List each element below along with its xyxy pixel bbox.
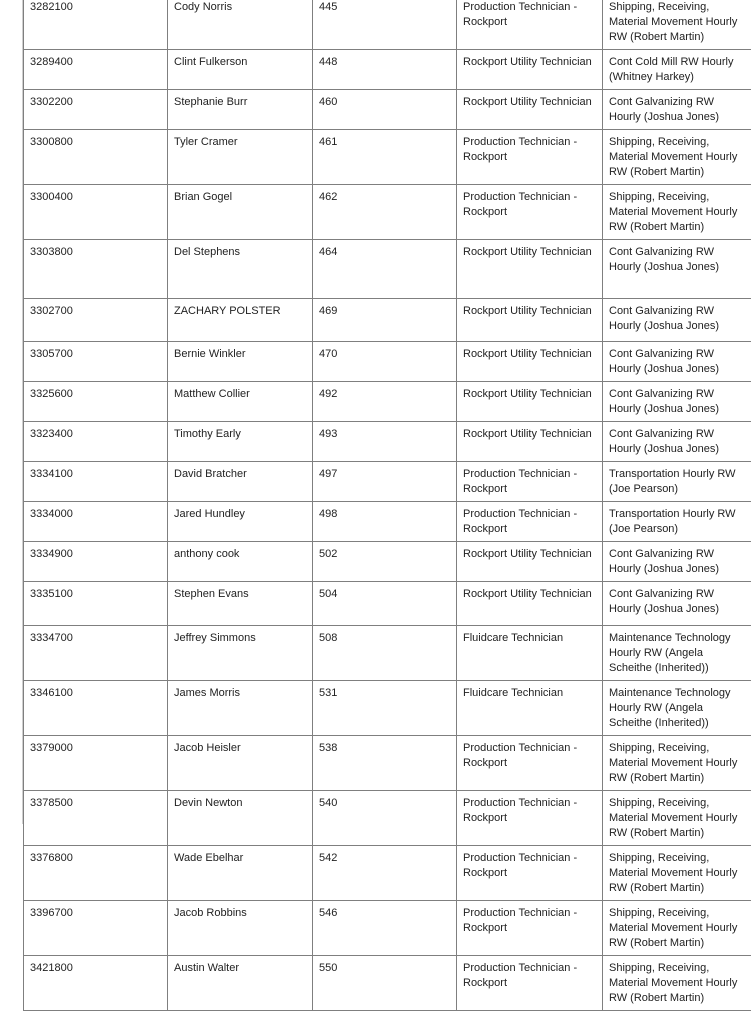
department-cell: Shipping, Receiving, Material Movement Hourly RW (Robert Martin) — [603, 185, 751, 240]
employee-name-cell: Stephanie Burr — [168, 90, 313, 130]
employee-name-cell: Stephen Evans — [168, 582, 313, 626]
table-row — [24, 50, 751, 90]
employee-name-cell: Jacob Heisler — [168, 736, 313, 791]
department-cell: Maintenance Technology Hourly RW (Angela Scheithe (Inherited)) — [603, 626, 751, 681]
department-cell: Shipping, Receiving, Material Movement Hourly RW (Robert Martin) — [603, 736, 751, 791]
table-row — [24, 502, 751, 542]
number-cell: 492 — [313, 382, 457, 422]
number-cell: 538 — [313, 736, 457, 791]
employee-table-body — [24, 0, 751, 1011]
position-cell: Production Technician - Rockport — [457, 846, 603, 901]
table-row — [24, 240, 751, 299]
position-cell: Rockport Utility Technician — [457, 240, 603, 299]
employee-name-cell: ZACHARY POLSTER — [168, 299, 313, 342]
employee-name-cell: anthony cook — [168, 542, 313, 582]
number-cell: 470 — [313, 342, 457, 382]
number-cell: 504 — [313, 582, 457, 626]
department-cell: Cont Galvanizing RW Hourly (Joshua Jones) — [603, 542, 751, 582]
employee-id-cell: 3335100 — [24, 582, 168, 626]
number-cell: 531 — [313, 681, 457, 736]
number-cell: 462 — [313, 185, 457, 240]
employee-id-cell: 3346100 — [24, 681, 168, 736]
table-row — [24, 462, 751, 502]
position-cell: Rockport Utility Technician — [457, 542, 603, 582]
number-cell: 460 — [313, 90, 457, 130]
employee-name-cell: Jared Hundley — [168, 502, 313, 542]
number-cell: 498 — [313, 502, 457, 542]
department-cell: Shipping, Receiving, Material Movement Hourly RW (Robert Martin) — [603, 846, 751, 901]
number-cell: 497 — [313, 462, 457, 502]
position-cell: Production Technician - Rockport — [457, 0, 603, 50]
employee-id-cell: 3334100 — [24, 462, 168, 502]
table-row — [24, 956, 751, 1011]
employee-id-cell: 3302700 — [24, 299, 168, 342]
position-cell: Rockport Utility Technician — [457, 382, 603, 422]
employee-name-cell: Wade Ebelhar — [168, 846, 313, 901]
table-row — [24, 626, 751, 681]
employee-name-cell: Tyler Cramer — [168, 130, 313, 185]
employee-name-cell: Jeffrey Simmons — [168, 626, 313, 681]
position-cell: Production Technician - Rockport — [457, 901, 603, 956]
department-cell: Transportation Hourly RW (Joe Pearson) — [603, 462, 751, 502]
department-cell: Cont Galvanizing RW Hourly (Joshua Jones) — [603, 240, 751, 299]
department-cell: Cont Galvanizing RW Hourly (Joshua Jones) — [603, 299, 751, 342]
position-cell: Production Technician - Rockport — [457, 791, 603, 846]
department-cell: Cont Galvanizing RW Hourly (Joshua Jones) — [603, 342, 751, 382]
department-cell: Shipping, Receiving, Material Movement Hourly RW (Robert Martin) — [603, 0, 751, 50]
employee-name-cell: Devin Newton — [168, 791, 313, 846]
department-cell: Maintenance Technology Hourly RW (Angela Scheithe (Inherited)) — [603, 681, 751, 736]
employee-id-cell: 3323400 — [24, 422, 168, 462]
number-cell: 502 — [313, 542, 457, 582]
department-cell: Shipping, Receiving, Material Movement Hourly RW (Robert Martin) — [603, 791, 751, 846]
table-row — [24, 342, 751, 382]
employee-table — [23, 0, 751, 1011]
number-cell: 461 — [313, 130, 457, 185]
employee-id-cell: 3305700 — [24, 342, 168, 382]
department-cell: Shipping, Receiving, Material Movement Hourly RW (Robert Martin) — [603, 901, 751, 956]
position-cell: Production Technician - Rockport — [457, 130, 603, 185]
employee-id-cell: 3282100 — [24, 0, 168, 50]
position-cell: Rockport Utility Technician — [457, 422, 603, 462]
position-cell: Rockport Utility Technician — [457, 342, 603, 382]
employee-id-cell: 3300800 — [24, 130, 168, 185]
employee-id-cell: 3302200 — [24, 90, 168, 130]
employee-id-cell: 3334700 — [24, 626, 168, 681]
department-cell: Cont Galvanizing RW Hourly (Joshua Jones) — [603, 422, 751, 462]
position-cell: Production Technician - Rockport — [457, 462, 603, 502]
department-cell: Shipping, Receiving, Material Movement Hourly RW (Robert Martin) — [603, 130, 751, 185]
department-cell: Shipping, Receiving, Material Movement Hourly RW (Robert Martin) — [603, 956, 751, 1011]
position-cell: Production Technician - Rockport — [457, 956, 603, 1011]
employee-id-cell: 3325600 — [24, 382, 168, 422]
number-cell: 542 — [313, 846, 457, 901]
table-row — [24, 582, 751, 626]
department-cell: Cont Galvanizing RW Hourly (Joshua Jones) — [603, 582, 751, 626]
position-cell: Production Technician - Rockport — [457, 736, 603, 791]
employee-name-cell: Brian Gogel — [168, 185, 313, 240]
table-row — [24, 542, 751, 582]
position-cell: Rockport Utility Technician — [457, 90, 603, 130]
employee-id-cell: 3378500 — [24, 791, 168, 846]
number-cell: 464 — [313, 240, 457, 299]
employee-name-cell: Matthew Collier — [168, 382, 313, 422]
number-cell: 445 — [313, 0, 457, 50]
employee-name-cell: Timothy Early — [168, 422, 313, 462]
employee-name-cell: David Bratcher — [168, 462, 313, 502]
table-row — [24, 846, 751, 901]
table-row — [24, 791, 751, 846]
department-cell: Cont Galvanizing RW Hourly (Joshua Jones) — [603, 90, 751, 130]
employee-id-cell: 3300400 — [24, 185, 168, 240]
table-row — [24, 0, 751, 50]
employee-name-cell: Jacob Robbins — [168, 901, 313, 956]
number-cell: 540 — [313, 791, 457, 846]
table-row — [24, 736, 751, 791]
position-cell: Rockport Utility Technician — [457, 582, 603, 626]
table-row — [24, 185, 751, 240]
number-cell: 508 — [313, 626, 457, 681]
employee-id-cell: 3376800 — [24, 846, 168, 901]
position-cell: Fluidcare Technician — [457, 681, 603, 736]
number-cell: 448 — [313, 50, 457, 90]
employee-id-cell: 3396700 — [24, 901, 168, 956]
number-cell: 546 — [313, 901, 457, 956]
table-row — [24, 681, 751, 736]
employee-id-cell: 3334900 — [24, 542, 168, 582]
employee-name-cell: Cody Norris — [168, 0, 313, 50]
department-cell: Cont Cold Mill RW Hourly (Whitney Harkey) — [603, 50, 751, 90]
employee-id-cell: 3421800 — [24, 956, 168, 1011]
position-cell: Fluidcare Technician — [457, 626, 603, 681]
employee-id-cell: 3289400 — [24, 50, 168, 90]
table-row — [24, 901, 751, 956]
number-cell: 469 — [313, 299, 457, 342]
position-cell: Production Technician - Rockport — [457, 185, 603, 240]
employee-id-cell: 3334000 — [24, 502, 168, 542]
table-row — [24, 90, 751, 130]
employee-name-cell: Bernie Winkler — [168, 342, 313, 382]
table-row — [24, 299, 751, 342]
number-cell: 550 — [313, 956, 457, 1011]
table-row — [24, 382, 751, 422]
employee-id-cell: 3379000 — [24, 736, 168, 791]
employee-name-cell: Austin Walter — [168, 956, 313, 1011]
table-row — [24, 130, 751, 185]
employee-id-cell: 3303800 — [24, 240, 168, 299]
position-cell: Rockport Utility Technician — [457, 299, 603, 342]
department-cell: Transportation Hourly RW (Joe Pearson) — [603, 502, 751, 542]
number-cell: 493 — [313, 422, 457, 462]
employee-name-cell: Del Stephens — [168, 240, 313, 299]
position-cell: Production Technician - Rockport — [457, 502, 603, 542]
table-row — [24, 422, 751, 462]
employee-name-cell: James Morris — [168, 681, 313, 736]
department-cell: Cont Galvanizing RW Hourly (Joshua Jones) — [603, 382, 751, 422]
employee-name-cell: Clint Fulkerson — [168, 50, 313, 90]
position-cell: Rockport Utility Technician — [457, 50, 603, 90]
